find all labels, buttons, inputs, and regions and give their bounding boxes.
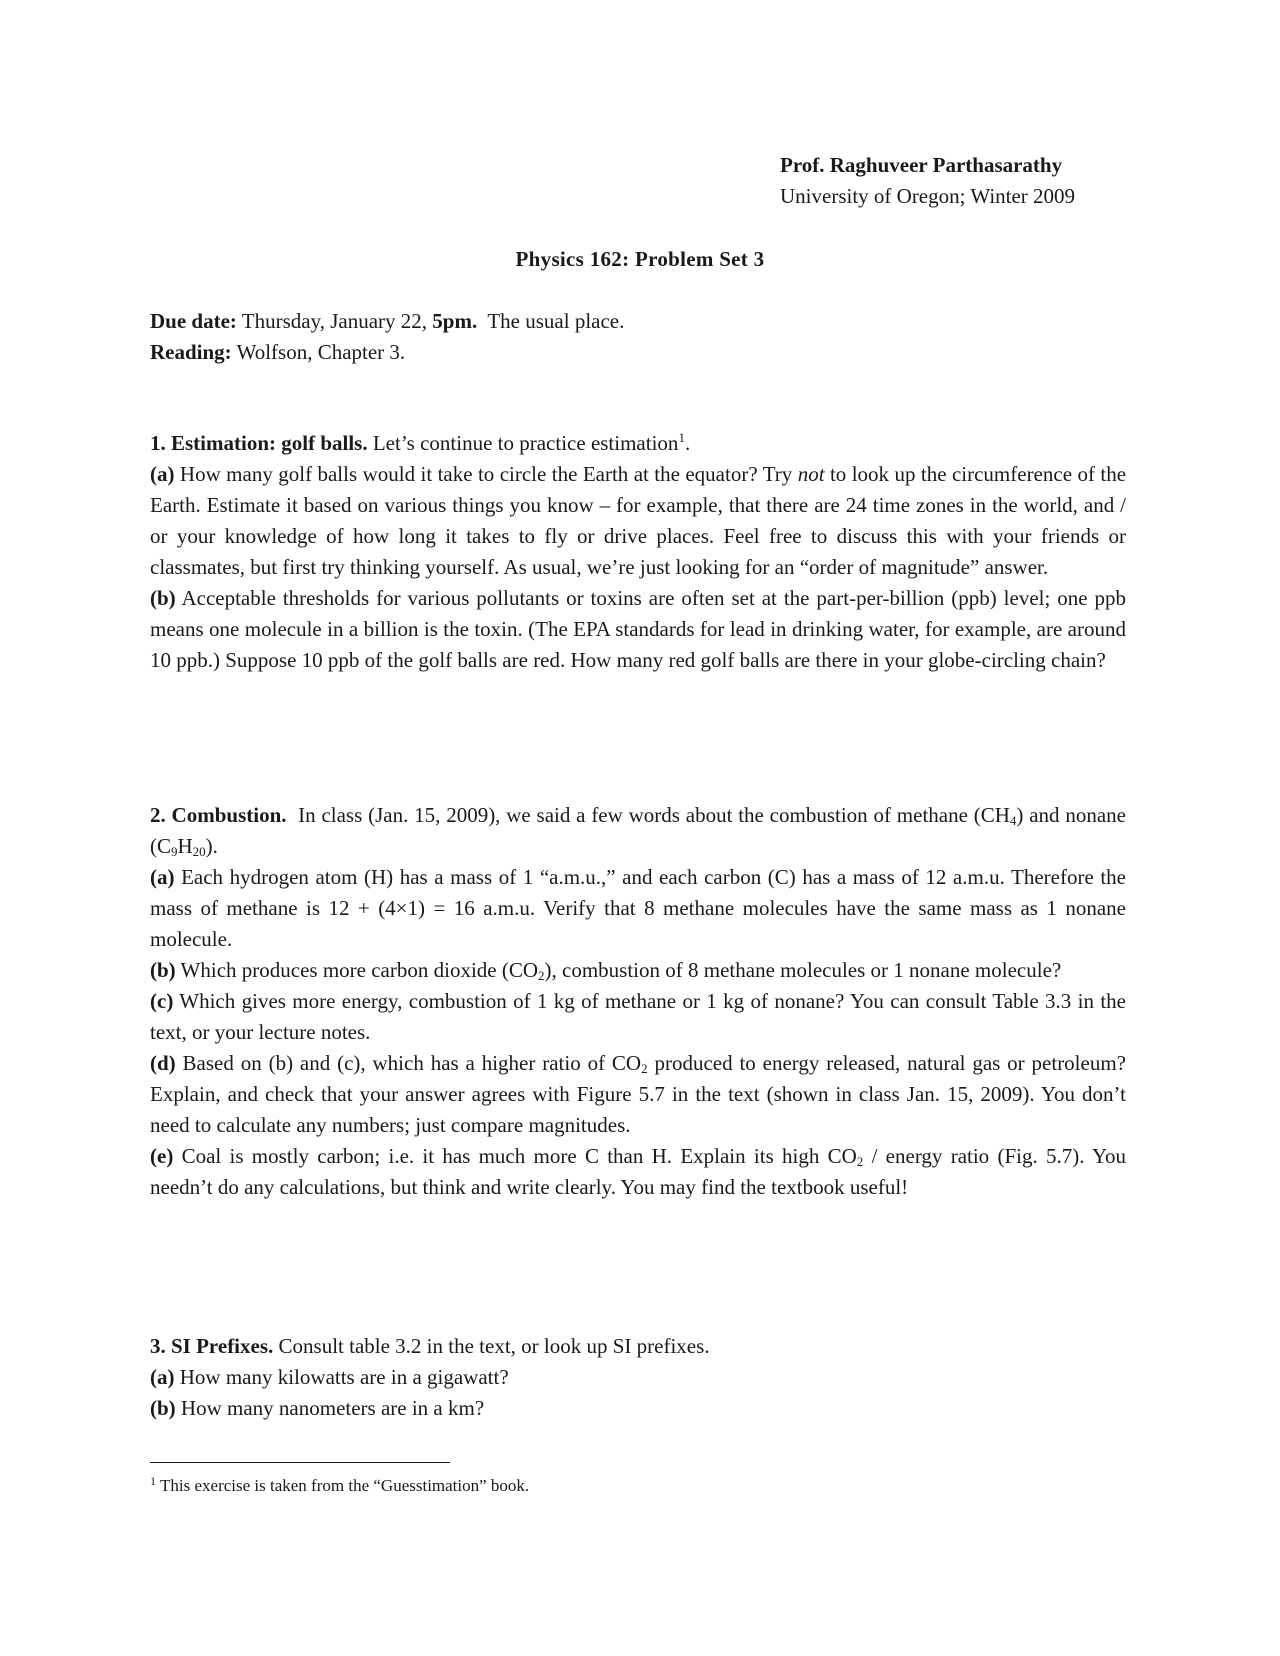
- problem-2-part-e: [150, 1141, 1126, 1203]
- part-label: (b): [150, 958, 176, 982]
- problem-2-heading: 2. Combustion.: [150, 803, 287, 827]
- part-text: ), combustion of 8 methane molecules or 1 nonane molecule?: [544, 958, 1062, 982]
- assignment-meta: [150, 306, 624, 368]
- problem-3-part-a: [150, 1362, 1126, 1393]
- problem-2-part-d: [150, 1048, 1126, 1141]
- subscript: 2: [856, 1154, 864, 1169]
- part-text: Each hydrogen atom (H) has a mass of 1 “a.m.u.,” and each carbon (C) has a mass of 12 a.m.u. Therefore the mass of methane is 12 + (4×1) = 16 a.m.u. Verify that 8 methane molecules have the same mass as 1 nonane molecule.: [150, 865, 1126, 951]
- intro-text: ).: [205, 834, 218, 858]
- problem-1-part-a: [150, 459, 1126, 583]
- part-label: (d): [150, 1051, 176, 1075]
- part-label: (c): [150, 989, 174, 1013]
- problem-3: [150, 1331, 1126, 1424]
- due-time: 5pm.: [432, 309, 478, 333]
- subscript: 9: [171, 844, 178, 859]
- reading-line: [150, 337, 624, 368]
- part-emphasis: not: [797, 462, 825, 486]
- part-label: (b): [150, 586, 176, 610]
- problem-1-part-b: [150, 583, 1126, 676]
- due-date-value: Thursday, January 22,: [241, 309, 428, 333]
- problem-2-part-c: [150, 986, 1126, 1048]
- part-text: to look up the circumference of the Earth. Estimate it based on various things you know – for example, that there are 24 time zones in the world, and / or your knowledge of how long it takes to fly or drive places. Feel free to discuss this with your friends or classmates, but first try thinking yourself. As usual, we’re just looking for an “order of magnitude” answer.: [150, 462, 1127, 579]
- problem-1: [150, 428, 1126, 676]
- part-label: (e): [150, 1144, 174, 1168]
- part-label: (a): [150, 462, 175, 486]
- part-text: How many kilowatts are in a gigawatt?: [179, 1365, 509, 1389]
- footnote-ref: 1: [678, 430, 685, 445]
- reading-label: Reading:: [150, 340, 232, 364]
- problem-3-intro-text: Consult table 3.2 in the text, or look up SI prefixes.: [278, 1334, 710, 1358]
- part-text: Coal is mostly carbon; i.e. it has much more C than H. Explain its high CO: [181, 1144, 857, 1168]
- subscript: 4: [1009, 813, 1017, 828]
- part-text: How many nanometers are in a km?: [180, 1396, 485, 1420]
- due-date-line: [150, 306, 624, 337]
- part-text: / energy ratio (Fig. 5.7). You needn’t do any calculations, but think and write clearly. You may find the textbook useful!: [150, 1144, 1127, 1199]
- subscript: 20: [192, 844, 206, 859]
- problem-1-heading: 1. Estimation: golf balls.: [150, 431, 368, 455]
- subscript: 2: [538, 968, 545, 983]
- author-block: [780, 150, 1075, 212]
- author-affiliation: University of Oregon; Winter 2009: [780, 184, 1076, 208]
- part-text: How many golf balls would it take to circle the Earth at the equator? Try: [179, 462, 793, 486]
- intro-text: ) and nonane (C: [150, 803, 1126, 858]
- problem-2-part-a: [150, 862, 1126, 955]
- part-text: Which produces more carbon dioxide (CO: [180, 958, 539, 982]
- intro-text: In class (Jan. 15, 2009), we said a few words about the combustion of methane (CH: [298, 803, 1010, 827]
- problem-3-part-b: [150, 1393, 1126, 1424]
- footnote: [150, 1474, 529, 1498]
- due-place: The usual place.: [487, 309, 625, 333]
- problem-3-heading: 3. SI Prefixes.: [150, 1334, 274, 1358]
- part-text: produced to energy released, natural gas or petroleum? Explain, and check that your answer agrees with Figure 5.7 in the text (shown in class Jan. 15, 2009). You don’t need to calculate any numbers; just compare magnitudes.: [150, 1051, 1126, 1137]
- part-label: (a): [150, 865, 175, 889]
- footnote-text: This exercise is taken from the “Guesstimation” book.: [160, 1476, 530, 1495]
- problem-1-intro: 1. Estimation: golf balls. Let’s continue to practice estimation$^1$.: [150, 430, 691, 455]
- footnote-divider: [150, 1462, 450, 1463]
- part-text: Based on (b) and (c), which has a higher ratio of CO: [182, 1051, 642, 1075]
- problem-1-intro-text: Let’s continue to practice estimation: [372, 431, 679, 455]
- problem-2-intro: [150, 800, 1126, 862]
- problem-2: [150, 800, 1126, 1203]
- part-label: (a): [150, 1365, 175, 1389]
- part-text: Acceptable thresholds for various pollutants or toxins are often set at the part-per-billion (ppb) level; one ppb means one molecule in a billion is the toxin. (The EPA standards for lead in drinking water, for example, are around 10 ppb.) Suppose 10 ppb of the golf balls are red. How many red golf balls are there in your globe-circling chain?: [150, 586, 1127, 672]
- problem-3-intro: [150, 1331, 1126, 1362]
- reading-value: Wolfson, Chapter 3.: [236, 340, 406, 364]
- footnote-mark: 1: [150, 1474, 156, 1488]
- intro-text: H: [177, 834, 193, 858]
- problem-2-part-b: [150, 955, 1126, 986]
- subscript: 2: [641, 1061, 648, 1076]
- part-label: (b): [150, 1396, 176, 1420]
- due-date-label: Due date:: [150, 309, 237, 333]
- part-text: Which gives more energy, combustion of 1 kg of methane or 1 kg of nonane? You can consult Table 3.3 in the text, or your lecture notes.: [150, 989, 1126, 1044]
- author-name: Prof. Raghuveer Parthasarathy: [780, 153, 1063, 177]
- page-title: Physics 162: Problem Set 3: [515, 247, 765, 271]
